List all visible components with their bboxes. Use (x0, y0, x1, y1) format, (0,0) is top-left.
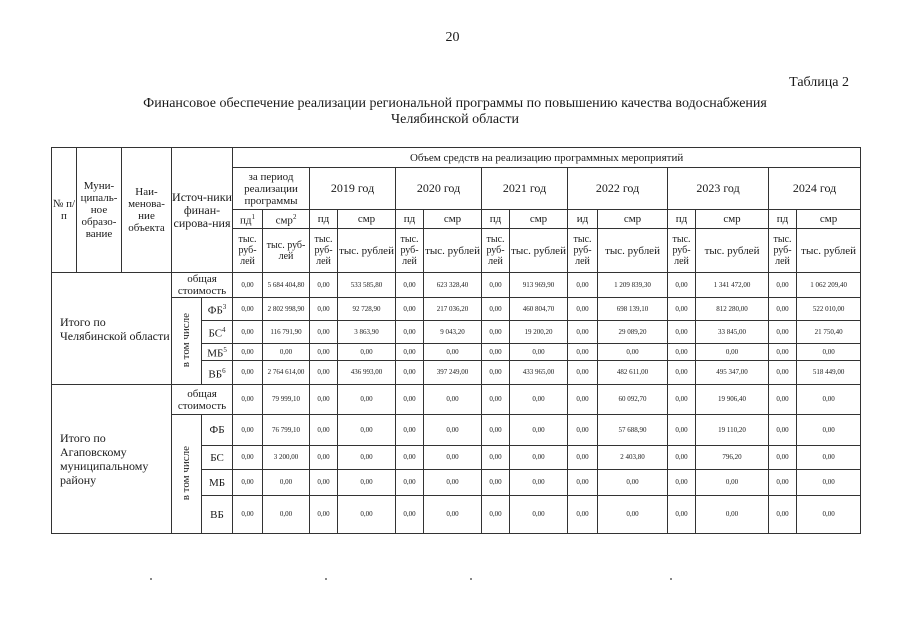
header-unit-short: тыс. руб-лей (233, 229, 263, 273)
table-cell: 436 993,00 (338, 361, 396, 385)
table-cell: 0,00 (233, 321, 263, 344)
in-total-text: в том числе (180, 445, 192, 501)
footnote-mark: 3 (222, 303, 227, 312)
source-name-text: ВБ (210, 508, 224, 521)
table-cell: 460 804,70 (510, 298, 568, 321)
header-num: № п/п (52, 148, 77, 273)
table-cell: 0,00 (668, 385, 696, 415)
table-cell: 79 999,10 (263, 385, 310, 415)
table-cell: 0,00 (769, 344, 797, 361)
table-cell: 9 043,20 (424, 321, 482, 344)
table-cell: 0,00 (568, 273, 598, 298)
header-unit-short: тыс. руб-лей (396, 229, 424, 273)
source-name-text: ФБ (207, 304, 223, 317)
footnote-mark: 6 (222, 366, 226, 375)
table-cell: 0,00 (598, 344, 668, 361)
table-cell: 0,00 (568, 344, 598, 361)
header-source: Источ-ники финан-сирова-ния (172, 148, 233, 273)
table-cell: 0,00 (424, 446, 482, 470)
source-name-text: ФБ (209, 424, 225, 436)
table-cell: 2 403,80 (598, 446, 668, 470)
table-cell: 0,00 (797, 496, 861, 534)
header-unit-long: тыс. рублей (598, 229, 668, 273)
source-name (202, 496, 233, 534)
table-cell: 698 139,10 (598, 298, 668, 321)
table-cell: 397 249,00 (424, 361, 482, 385)
header-smr: смр (797, 210, 861, 229)
table-cell: 482 611,00 (598, 361, 668, 385)
header-year: 2024 год (769, 168, 861, 210)
header-smr: смр (696, 210, 769, 229)
table-cell: 19 906,40 (696, 385, 769, 415)
table-cell: 0,00 (510, 496, 568, 534)
table-cell: 0,00 (668, 415, 696, 446)
table-cell: 0,00 (396, 496, 424, 534)
header-unit-long: тыс. рублей (338, 229, 396, 273)
table-cell: 0,00 (797, 446, 861, 470)
header-pd: пд (769, 210, 797, 229)
table-cell: 0,00 (568, 385, 598, 415)
table-cell: 0,00 (310, 415, 338, 446)
table-cell: 0,00 (668, 344, 696, 361)
table-cell: 0,00 (424, 415, 482, 446)
table-cell: 19 200,20 (510, 321, 568, 344)
table-cell: 0,00 (396, 344, 424, 361)
header-year: 2019 год (310, 168, 396, 210)
table-cell: 0,00 (510, 344, 568, 361)
table-cell: 0,00 (233, 361, 263, 385)
header-unit-short: тыс. руб-лей (568, 229, 598, 273)
table-cell: 0,00 (668, 298, 696, 321)
table-cell: 0,00 (482, 273, 510, 298)
in-total-label (172, 298, 202, 385)
table-cell: 0,00 (769, 470, 797, 496)
table-cell: 0,00 (482, 321, 510, 344)
table-cell: 433 965,00 (510, 361, 568, 385)
table-cell: 0,00 (668, 470, 696, 496)
table-cell: 0,00 (510, 415, 568, 446)
header-smr: смр (424, 210, 482, 229)
table-cell: 623 328,40 (424, 273, 482, 298)
table-cell: 1 209 839,30 (598, 273, 668, 298)
table-cell: 522 010,00 (797, 298, 861, 321)
table-cell: 3 200,00 (263, 446, 310, 470)
table-cell: 5 684 404,80 (263, 273, 310, 298)
table-cell: 76 799,10 (263, 415, 310, 446)
table-cell: 0,00 (263, 344, 310, 361)
table-cell: 0,00 (233, 415, 263, 446)
table-cell: 0,00 (310, 446, 338, 470)
table-cell: 796,20 (696, 446, 769, 470)
table-cell: 19 110,20 (696, 415, 769, 446)
in-total-label (172, 415, 202, 534)
in-total-text: в том числе (180, 312, 192, 368)
footnote-mark: 4 (222, 326, 226, 335)
table-cell: 0,00 (510, 470, 568, 496)
header-pd-period: $пд^1$ (233, 210, 263, 229)
table-cell: 0,00 (396, 298, 424, 321)
title-line-1: Финансовое обеспечение реализации региональной программы по повышению качества водоснабжения (143, 96, 767, 111)
table-cell: 0,00 (769, 321, 797, 344)
table-cell: 0,00 (310, 470, 338, 496)
scan-noise (140, 578, 700, 582)
table-cell: 0,00 (338, 344, 396, 361)
table-cell: 0,00 (263, 496, 310, 534)
funding-table (51, 147, 861, 534)
table-cell: 21 750,40 (797, 321, 861, 344)
table-cell: 0,00 (424, 385, 482, 415)
source-name (202, 470, 233, 496)
table-cell: 0,00 (696, 496, 769, 534)
table-cell: 0,00 (310, 273, 338, 298)
table-cell: 0,00 (696, 344, 769, 361)
table-cell: 0,00 (668, 321, 696, 344)
table-cell: 0,00 (338, 470, 396, 496)
table-cell: 0,00 (396, 385, 424, 415)
table-cell: 0,00 (233, 446, 263, 470)
table-cell: 495 347,00 (696, 361, 769, 385)
table-cell: 0,00 (510, 385, 568, 415)
header-smr: смр (598, 210, 668, 229)
header-unit-short: тыс. руб-лей (769, 229, 797, 273)
header-unit-long: тыс. рублей (510, 229, 568, 273)
header-unit-long: тыс. рублей (696, 229, 769, 273)
header-year: 2023 год (668, 168, 769, 210)
table-cell: 0,00 (396, 470, 424, 496)
header-unit-long: тыс. руб-лей (263, 229, 310, 273)
footnote-mark: 5 (223, 346, 227, 355)
table-cell: 60 092,70 (598, 385, 668, 415)
table-cell: 0,00 (510, 446, 568, 470)
table-cell: 0,00 (769, 496, 797, 534)
table-cell: 0,00 (396, 273, 424, 298)
source-name-text: БС (208, 327, 223, 340)
source-name-text: БС (210, 451, 224, 464)
table-cell: 0,00 (568, 361, 598, 385)
table-cell: 0,00 (310, 385, 338, 415)
header-unit-short: тыс. руб-лей (310, 229, 338, 273)
source-name (202, 446, 233, 470)
table-cell: 0,00 (482, 385, 510, 415)
header-unit-short: тыс. руб-лей (668, 229, 696, 273)
table-cell: 0,00 (769, 415, 797, 446)
table-cell: 0,00 (668, 361, 696, 385)
header-unit-short: тыс. руб-лей (482, 229, 510, 273)
page-number: 20 (445, 30, 460, 45)
table-cell: 0,00 (696, 470, 769, 496)
table-cell: 812 280,00 (696, 298, 769, 321)
table-cell: 0,00 (668, 273, 696, 298)
table-cell: 0,00 (769, 298, 797, 321)
table-cell: 0,00 (568, 446, 598, 470)
header-pd: пд (396, 210, 424, 229)
table-cell: 533 585,80 (338, 273, 396, 298)
total-cost-label: общая стоимость (172, 385, 233, 415)
table-cell: 0,00 (482, 470, 510, 496)
table-cell: 0,00 (568, 321, 598, 344)
table-cell: 1 341 472,00 (696, 273, 769, 298)
table-cell: 0,00 (233, 273, 263, 298)
table-cell: 0,00 (424, 344, 482, 361)
header-unit-long: тыс. рублей (797, 229, 861, 273)
table-cell: 33 845,00 (696, 321, 769, 344)
table-cell: 0,00 (396, 321, 424, 344)
table-cell: 0,00 (668, 496, 696, 534)
header-municipality: Муни-ципаль-ное образо-вание (77, 148, 122, 273)
table-cell: 0,00 (310, 344, 338, 361)
header-period: за период реализации программы (233, 168, 310, 210)
total-cost-label: общая стоимость (172, 273, 233, 298)
table-cell: 0,00 (338, 446, 396, 470)
table-cell: 0,00 (797, 470, 861, 496)
table-cell: 0,00 (233, 298, 263, 321)
header-pd: ид (568, 210, 598, 229)
table-cell: 518 449,00 (797, 361, 861, 385)
table-cell: 0,00 (797, 385, 861, 415)
table-cell: 0,00 (338, 496, 396, 534)
table-cell: 92 728,90 (338, 298, 396, 321)
source-name-text: МБ (207, 347, 224, 360)
table-cell: 0,00 (769, 273, 797, 298)
source-name (202, 344, 233, 361)
table-cell: 3 863,90 (338, 321, 396, 344)
table-cell: 0,00 (482, 344, 510, 361)
table-cell: 0,00 (396, 446, 424, 470)
table-cell: 0,00 (233, 385, 263, 415)
source-name (202, 415, 233, 446)
table-cell: 0,00 (310, 298, 338, 321)
table-cell: 29 089,20 (598, 321, 668, 344)
table-cell: 0,00 (424, 470, 482, 496)
table-cell: 0,00 (310, 321, 338, 344)
header-pd: пд (482, 210, 510, 229)
table-cell: 0,00 (482, 446, 510, 470)
table-cell: 0,00 (598, 496, 668, 534)
table-cell: 0,00 (482, 496, 510, 534)
table-cell: 217 036,20 (424, 298, 482, 321)
table-cell: 0,00 (310, 496, 338, 534)
table-cell: 0,00 (482, 298, 510, 321)
header-volume: Объем средств на реализацию программных мероприятий (233, 148, 861, 168)
table-cell: 57 688,90 (598, 415, 668, 446)
table-cell: 0,00 (338, 385, 396, 415)
table-cell: 0,00 (797, 344, 861, 361)
group-label: Итого по Агаповскому муниципальному району (52, 385, 172, 534)
table-cell: 0,00 (769, 361, 797, 385)
table-cell: 116 791,90 (263, 321, 310, 344)
table-title (60, 96, 850, 128)
table-cell: 0,00 (233, 496, 263, 534)
header-smr: смр (510, 210, 568, 229)
header-smr-period: смр$^2$ (263, 210, 310, 229)
table-cell: 0,00 (424, 496, 482, 534)
table-cell: 0,00 (568, 415, 598, 446)
table-cell: 0,00 (482, 361, 510, 385)
header-pd: пд (310, 210, 338, 229)
title-line-2: Челябинской области (391, 112, 519, 127)
source-name (202, 298, 233, 321)
header-year: 2022 год (568, 168, 668, 210)
header-unit-long: тыс. рублей (424, 229, 482, 273)
table-cell: 2 764 614,00 (263, 361, 310, 385)
table-cell: 0,00 (769, 385, 797, 415)
table-cell: 0,00 (598, 470, 668, 496)
table-cell: 0,00 (568, 470, 598, 496)
header-year: 2021 год (482, 168, 568, 210)
table-cell: 0,00 (769, 446, 797, 470)
header-smr: смр (338, 210, 396, 229)
table-cell: 0,00 (263, 470, 310, 496)
source-name-text: ВБ (208, 368, 223, 381)
table-cell: 0,00 (668, 446, 696, 470)
table-cell: 0,00 (233, 344, 263, 361)
source-name (202, 321, 233, 344)
header-pd: пд (668, 210, 696, 229)
table-cell: 913 969,90 (510, 273, 568, 298)
table-cell: 0,00 (568, 298, 598, 321)
source-name (202, 361, 233, 385)
table-cell: 0,00 (568, 496, 598, 534)
table-cell: 0,00 (233, 470, 263, 496)
source-name-text: МБ (208, 476, 226, 489)
table-cell: 0,00 (338, 415, 396, 446)
table-cell: 1 062 209,40 (797, 273, 861, 298)
table-cell: 0,00 (396, 415, 424, 446)
table-cell: 0,00 (797, 415, 861, 446)
table-cell: 2 802 998,90 (263, 298, 310, 321)
table-label: Таблица 2 (789, 75, 849, 90)
table-cell: 0,00 (482, 415, 510, 446)
header-year: 2020 год (396, 168, 482, 210)
table-cell: 0,00 (310, 361, 338, 385)
group-label: Итого по Челябинской области (52, 273, 172, 385)
header-object-name: Наи-менова-ние объекта (122, 148, 172, 273)
table-cell: 0,00 (396, 361, 424, 385)
